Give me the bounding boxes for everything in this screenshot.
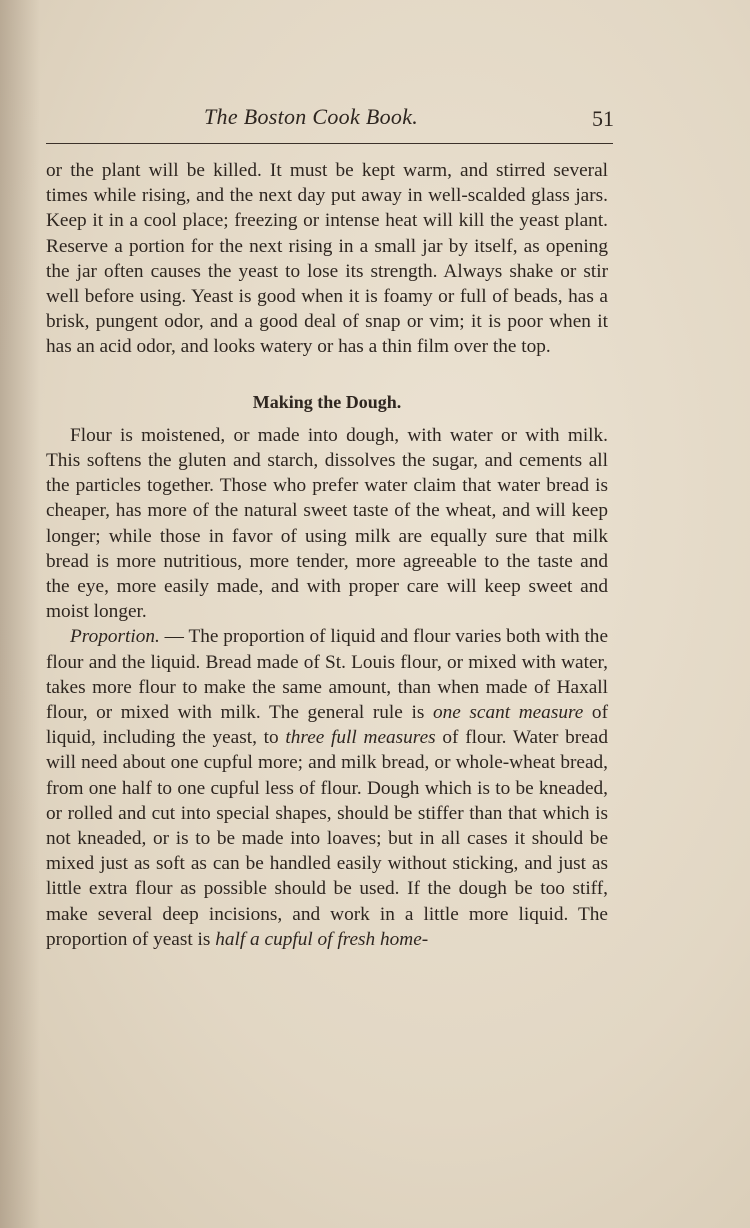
page-number: 51 — [592, 106, 614, 131]
paragraph-proportion — [46, 624, 608, 952]
proportion-emphasis-1: one scant measure — [432, 702, 584, 724]
proportion-emphasis-3: half a cupful of fresh home- — [215, 928, 429, 950]
section-heading: Making the Dough. — [252, 391, 402, 412]
header-rule — [46, 143, 613, 144]
page-header — [46, 104, 614, 134]
page-edge-shadow — [0, 0, 40, 1228]
proportion-text-b: of liquid, including the yeast, to — [46, 702, 608, 749]
paragraph-making-dough: Flour is moistened, or made into dough, with water or with milk. This softens the gluten and starch, dissolves the sugar, and cements all the particles together. Those who prefer water claim that water bread is cheaper, has more of the natural sweet taste of the wheat, and will keep longer; while those in favor of using milk are equally sure that milk bread is more nutritious, more tender, more agreeable to the taste and the eye, more easily made, and with proper care will keep sweet and moist longer. — [46, 424, 608, 623]
page-body — [46, 158, 608, 952]
running-title: The Boston Cook Book. — [204, 104, 419, 129]
proportion-lead: Proportion. — [70, 626, 160, 648]
proportion-text-c: of flour. Water bread will need about one cupful more; and milk bread, or whole-wheat bread, from one half to one cupful less of flour. Dough which is to be kneaded, or rolled and cut into special shapes, should be stiffer than that which is not kneaded, or is to be made into loaves; but in all cases it should be mixed just as soft as can be handled easily without sticking, and just as little extra flour as possible should be used. If the dough be too stiff, make several deep incisions, and work in a little more liquid. The proportion of yeast is — [46, 727, 608, 950]
proportion-emphasis-2: three full measures — [285, 727, 436, 749]
paragraph-yeast-care: or the plant will be killed. It must be kept warm, and stirred several times while rising, and the next day put away in well-scalded glass jars. Keep it in a cool place; freezing or intense heat will kill the yeast plant. Reserve a portion for the next rising in a small jar by itself, as opening the jar often causes the yeast to lose its strength. Always shake or stir well before using. Yeast is good when it is foamy or full of beads, has a brisk, pungent odor, and a good deal of snap or vim; it is poor when it has an acid odor, and looks watery or has a thin film over the top. — [46, 160, 608, 358]
proportion-text-a: — The proportion of liquid and flour varies both with the flour and the liquid. Bread made of St. Louis flour, or mixed with water, takes more flour to make the same amount, than when made of Haxall flour, or mixed with milk. The general rule is — [46, 626, 608, 724]
